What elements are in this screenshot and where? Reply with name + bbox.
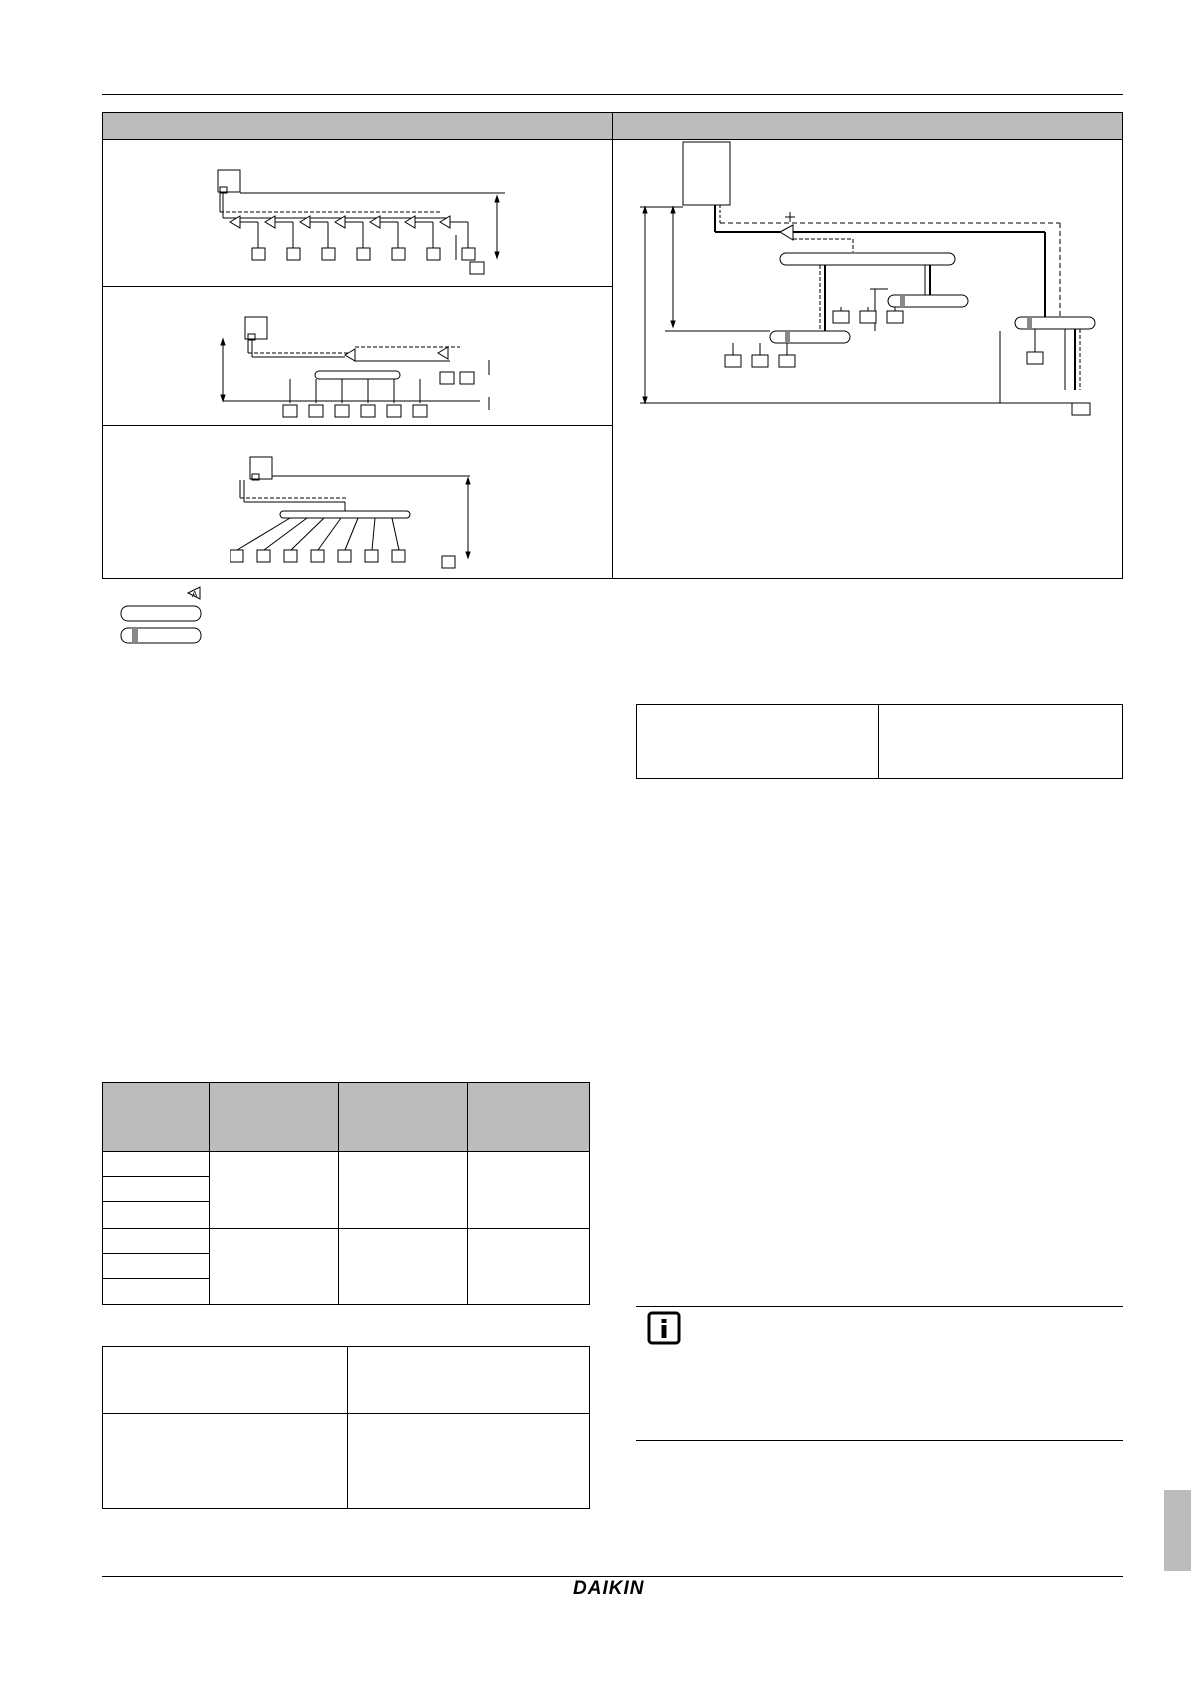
chapter-side-tab [1164, 1490, 1191, 1571]
table-header-cell-3 [338, 1082, 468, 1152]
indoor-unit-box [392, 550, 405, 562]
piping-diagram-combined [635, 140, 1115, 420]
bottom-table-r2-c1 [102, 1413, 348, 1509]
indoor-unit-box [257, 550, 270, 562]
table-row-5-col-1 [102, 1253, 210, 1279]
daikin-logo: DAIKIN [573, 1578, 645, 1599]
indoor-unit-box [860, 311, 876, 323]
diagram-table-divider [612, 112, 613, 579]
table-row-4-col-1 [102, 1228, 210, 1254]
table-row-1-col-1 [102, 1151, 210, 1177]
table-group-2-col-4 [467, 1228, 590, 1305]
info-icon [647, 1311, 681, 1345]
indoor-unit-box [322, 248, 335, 260]
right-small-table-divider [878, 704, 879, 779]
indoor-unit-box [833, 311, 849, 323]
piping-diagram-joints-headers [215, 305, 505, 420]
indoor-unit-box [365, 550, 378, 562]
indoor-unit-box [725, 355, 741, 367]
indoor-unit-box [311, 550, 324, 562]
table-header-cell-1 [102, 1082, 210, 1152]
indoor-unit-box [309, 405, 323, 417]
indoor-unit-box [361, 405, 375, 417]
right-small-table [636, 704, 1123, 779]
table-header-cell-2 [209, 1082, 339, 1152]
table-row-6-col-1 [102, 1278, 210, 1305]
table-group-1-col-2 [209, 1151, 339, 1229]
table-group-1-col-3 [338, 1151, 468, 1229]
indoor-unit-box [287, 248, 300, 260]
indoor-unit-box [392, 248, 405, 260]
table-group-2-col-2 [209, 1228, 339, 1305]
piping-diagram-joints [180, 160, 520, 280]
refnet-joint-label: A [192, 590, 198, 599]
legend-symbols [118, 585, 208, 645]
indoor-unit-box [779, 355, 795, 367]
indoor-unit-box [284, 550, 297, 562]
info-note-bottom-rule [636, 1440, 1123, 1441]
indoor-unit-box [462, 248, 475, 260]
indoor-unit-box [387, 405, 401, 417]
indoor-unit-box [413, 405, 427, 417]
bottom-table-r1-c1 [102, 1346, 348, 1414]
indoor-unit-box [887, 311, 903, 323]
top-rule [102, 94, 1123, 95]
indoor-unit-box [357, 248, 370, 260]
indoor-unit-box [427, 248, 440, 260]
indoor-unit-box [338, 550, 351, 562]
bottom-table-r2-c2 [347, 1413, 590, 1509]
indoor-unit-box [752, 355, 768, 367]
indoor-unit-box [230, 550, 243, 562]
piping-diagram-headers [230, 450, 490, 575]
diagram-row-divider-1 [102, 286, 612, 287]
bottom-table-r1-c2 [347, 1346, 590, 1414]
footer-rule [102, 1576, 1123, 1577]
indoor-unit-box [335, 405, 349, 417]
diagram-row-divider-2 [102, 425, 612, 426]
info-note-top-rule [636, 1306, 1123, 1307]
table-row-3-col-1 [102, 1201, 210, 1229]
table-header-cell-4 [467, 1082, 590, 1152]
table-row-2-col-1 [102, 1176, 210, 1202]
table-group-2-col-3 [338, 1228, 468, 1305]
table-group-1-col-4 [467, 1151, 590, 1229]
indoor-unit-box [283, 405, 297, 417]
indoor-unit-box [252, 248, 265, 260]
